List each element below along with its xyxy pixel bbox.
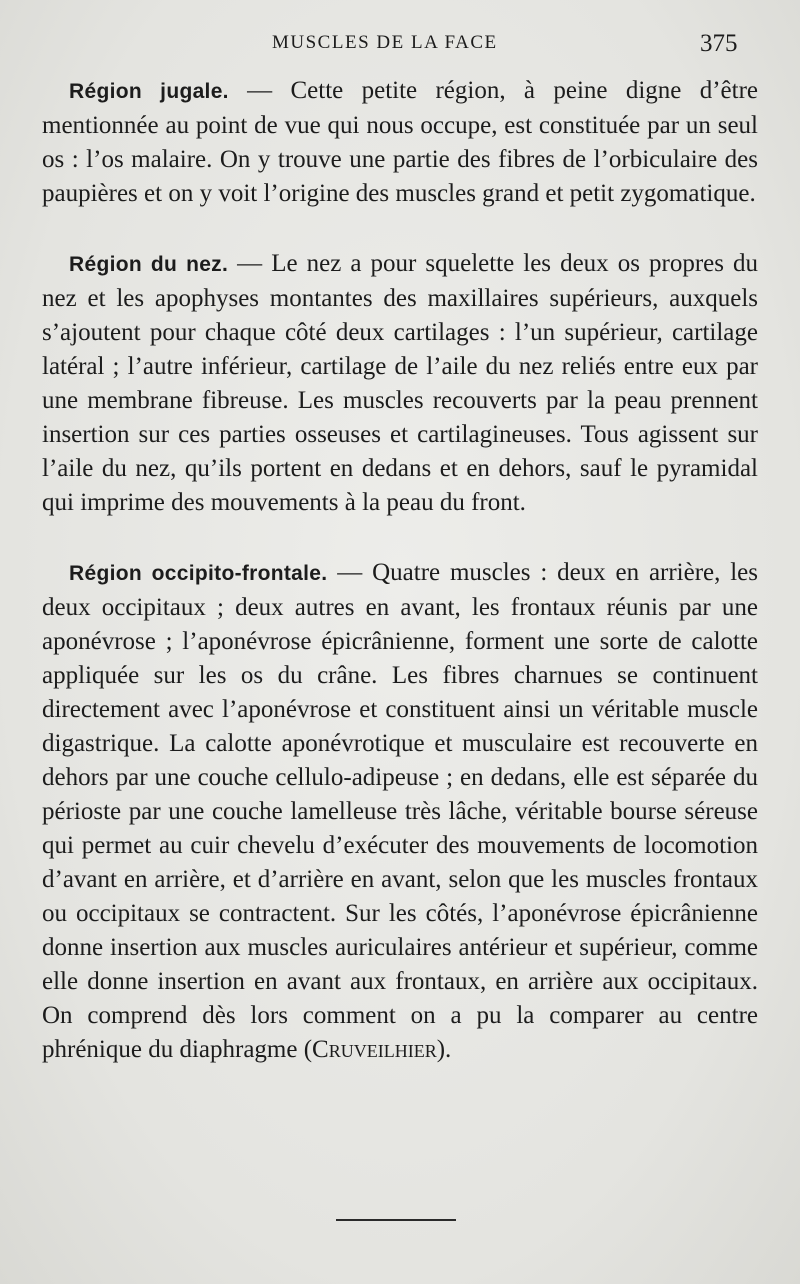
paragraph-text: Quatre muscles : deux en arrière, les deux occipitaux ; deux autres en avant, les frontaux réunis par une aponévrose ; l’aponévrose épicrânienne, forment une sorte de calotte appliquée sur les os du crâne. Les fibres charnues se continuent directement avec l’aponévrose et constituent ainsi un véritable muscle digastrique. La calotte aponévrotique et musculaire est recouverte en dehors par une couche cellulo-adipeuse ; en dedans, elle est séparée du périoste par une couche lamelleuse très lâche, véritable bourse séreuse qui permet au cuir chevelu d’exécuter des mouvements de locomotion d’avant en arrière, et d’arrière en avant, selon que les muscles frontaux ou occipitaux se contractent. Sur les côtés, l’aponévrose épicrânienne donne insertion aux muscles auriculaires antérieur et supérieur, comme elle donne insertion en avant aux frontaux, en arrière aux occipitaux. On comprend dès lors comment on a pu la comparer au centre phrénique du diaphragme ( — [42, 559, 759, 1063]
body-text — [42, 74, 758, 1067]
section-heading-jugale: Région jugale. — [69, 80, 229, 103]
heading-dash: — — [228, 250, 272, 277]
section-heading-nez: Région du nez. — [69, 253, 229, 276]
paragraph-text: Cette petite région, à peine digne d’être mentionnée au point de vue qui nous occupe, est constituée par un seul os : l’os malaire. On y trouve une partie des fibres de l’orbiculaire des paupières et on y voit l’origine des muscles grand et petit zygomatique. — [42, 77, 759, 207]
end-rule — [336, 1219, 456, 1221]
heading-dash: — — [228, 77, 291, 104]
paragraph-region-nez — [42, 247, 758, 520]
page-number: 375 — [700, 30, 738, 57]
author-citation: Cruveilhier — [312, 1036, 437, 1063]
running-header — [0, 30, 800, 60]
paragraph-end: ). — [436, 1036, 452, 1063]
paragraph-text: Le nez a pour squelette les deux os propres du nez et les apophyses montantes des maxillaires supérieurs, auxquels s’ajoutent pour chaque côté deux cartilages : l’un supérieur, cartilage latéral ; l’autre inférieur, cartilage de l’aile du nez reliés entre eux par une membrane fibreuse. Les muscles recouverts par la peau prennent insertion sur ces parties osseuses et cartilagineuses. Tous agissent sur l’aile du nez, qu’ils portent en dedans et en dehors, sauf le pyramidal qui imprime des mouvements à la peau du front. — [42, 250, 759, 516]
running-title: MUSCLES DE LA FACE — [272, 32, 498, 53]
section-heading-occipito-frontale: Région occipito-frontale. — [69, 562, 328, 585]
paragraph-region-occipito-frontale — [42, 556, 758, 1067]
paragraph-region-jugale — [42, 74, 758, 211]
heading-dash: — — [327, 559, 373, 586]
